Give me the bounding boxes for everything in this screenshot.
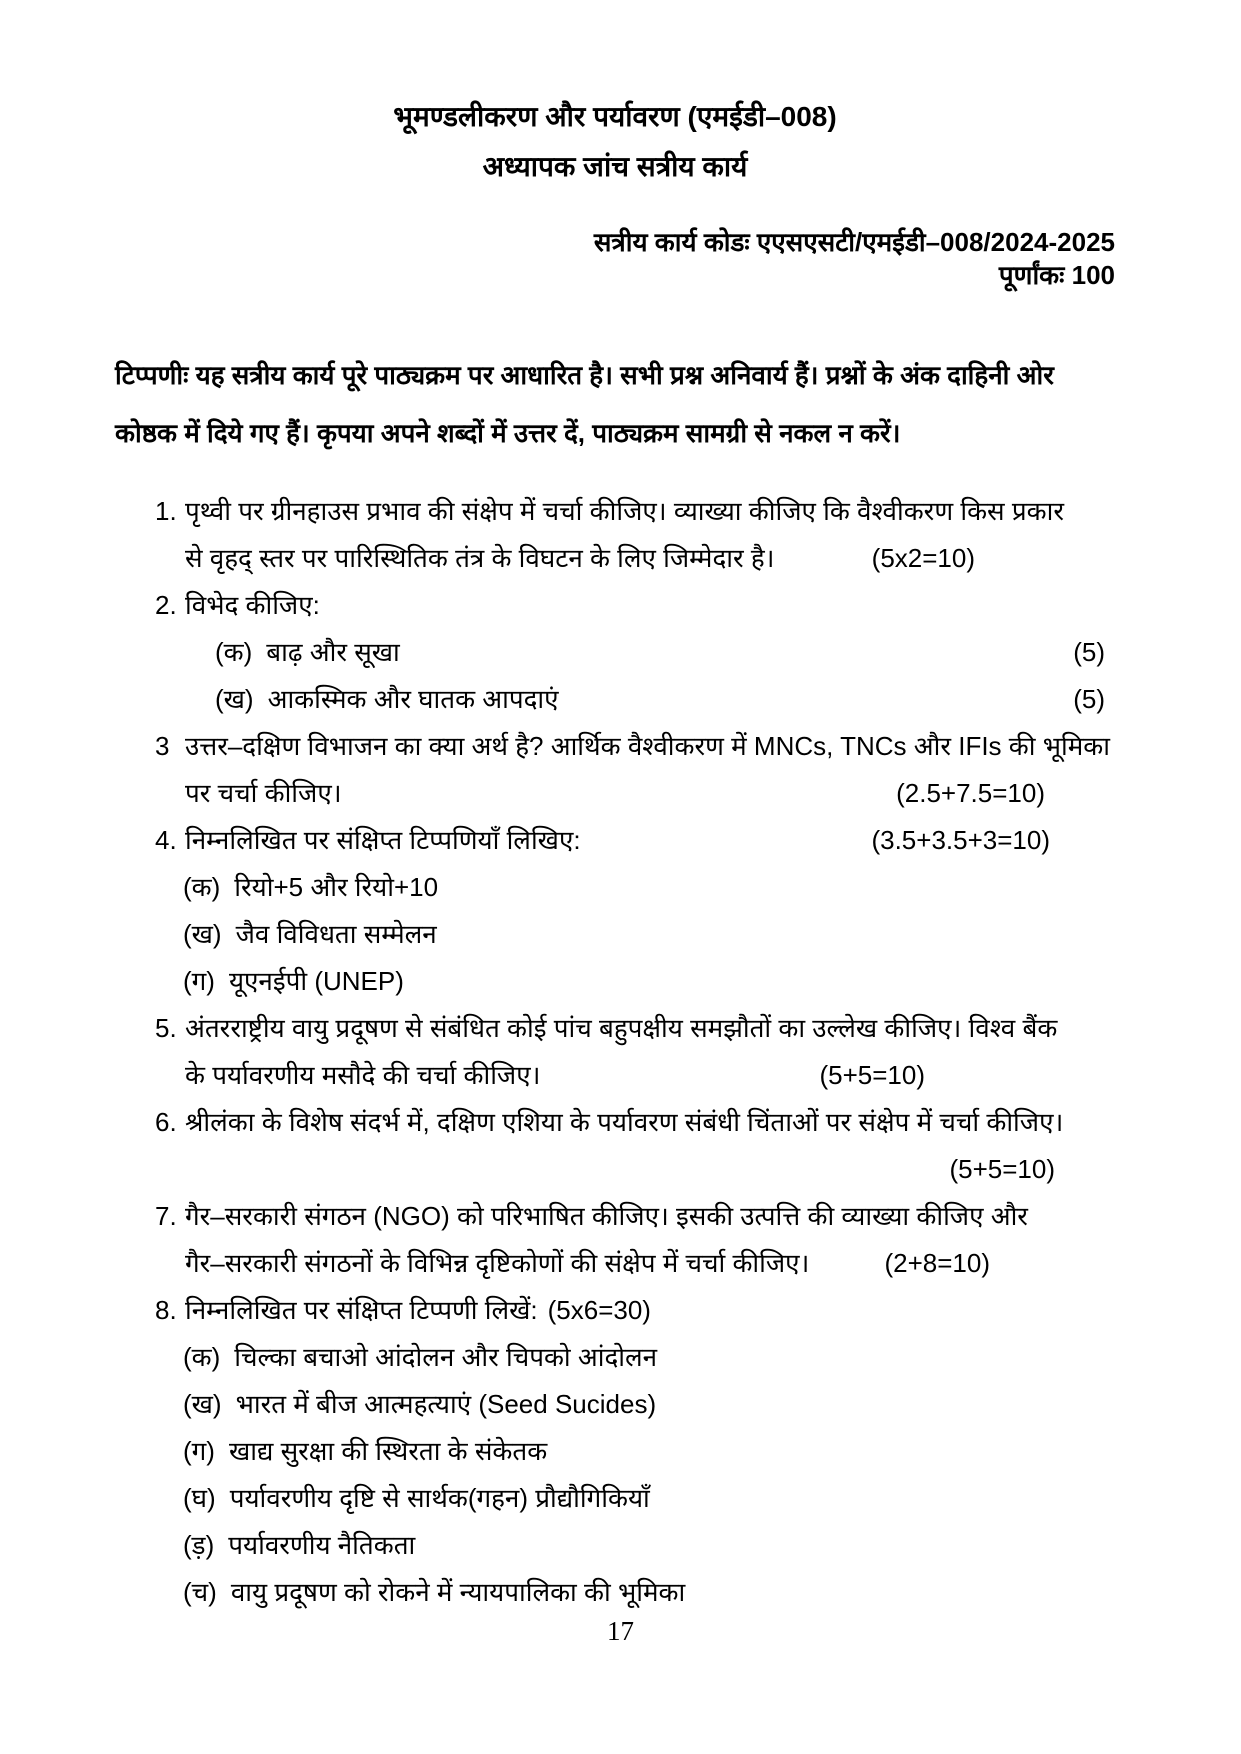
question-8-sub-b-text: भारत में बीज आत्महत्याएं (Seed Sucides) (235, 1389, 657, 1419)
question-5-line-2 (115, 1052, 1115, 1099)
question-8-line (115, 1287, 1115, 1334)
question-2-line (115, 582, 1115, 629)
question-4-number: 4. (155, 825, 177, 855)
question-5-line-1 (115, 1005, 1115, 1052)
max-marks: पूर्णांकः 100 (998, 260, 1115, 290)
question-3-text-2: पर चर्चा कीजिए। (185, 778, 342, 808)
question-4-sub-b-text: जैव विविधता सम्मेलन (235, 919, 437, 949)
question-8-sub-f (115, 1569, 1115, 1616)
question-8-sub-b-label: (ख) (183, 1389, 222, 1419)
question-8-number: 8. (155, 1295, 177, 1325)
assignment-code-block (115, 226, 1115, 292)
question-3-line-2 (115, 770, 1115, 817)
question-7-number: 7. (155, 1201, 177, 1231)
question-list (115, 488, 1115, 1616)
question-2-text: विभेद कीजिए: (185, 590, 320, 620)
question-5-marks: (5+5=10) (819, 1060, 925, 1090)
question-6-marks-line (115, 1146, 1115, 1193)
question-7-text-1: गैर–सरकारी संगठन (NGO) को परिभाषित कीजिए। इसकी उत्पत्ति की व्याख्या कीजिए और (185, 1201, 1028, 1231)
question-2-sub-b (115, 676, 1115, 723)
question-8-sub-b (115, 1381, 1115, 1428)
question-2-sub-b-text: आकस्मिक और घातक आपदाएं (267, 684, 559, 714)
question-2-sub-a-label: (क) (215, 637, 253, 667)
assignment-code: सत्रीय कार्य कोडः एएसएसटी/एमईडी–008/2024-2025 (593, 227, 1115, 257)
question-8-sub-e-label: (ड़) (183, 1530, 215, 1560)
note-line-1: टिप्पणीः यह सत्रीय कार्य पूरे पाठ्यक्रम पर आधारित है। सभी प्रश्न अनिवार्य हैं। प्रश्नों के अंक दाहिनी ओर (115, 360, 1054, 390)
question-1-text-1: पृथ्वी पर ग्रीनहाउस प्रभाव की संक्षेप में चर्चा कीजिए। व्याख्या कीजिए कि वैश्वीकरण किस प्रकार (185, 496, 1064, 526)
question-6-line-1 (115, 1099, 1115, 1146)
question-1-line-1 (115, 488, 1115, 535)
question-2-number: 2. (155, 590, 177, 620)
question-8-sub-e-text: पर्यावरणीय नैतिकता (228, 1530, 416, 1560)
question-4-marks: (3.5+3.5+3=10) (871, 825, 1050, 855)
question-2-sub-b-marks: (5) (1073, 684, 1105, 714)
question-7-line-1 (115, 1193, 1115, 1240)
question-4-text: निम्नलिखित पर संक्षिप्त टिप्पणियाँ लिखिए: (185, 825, 581, 855)
page-content (115, 0, 1115, 1616)
question-2-sub-a (115, 629, 1115, 676)
question-6-text-1: श्रीलंका के विशेष संदर्भ में, दक्षिण एशिया के पर्यावरण संबंधी चिंताओं पर संक्षेप में चर्चा कीजिए। (185, 1107, 1064, 1137)
question-8-sub-c (115, 1428, 1115, 1475)
question-4-sub-c-label: (ग) (183, 966, 215, 996)
question-5-text-2: के पर्यावरणीय मसौदे की चर्चा कीजिए। (185, 1060, 541, 1090)
question-8-sub-d (115, 1475, 1115, 1522)
question-3-marks: (2.5+7.5=10) (896, 778, 1045, 808)
question-4-sub-a-label: (क) (183, 872, 221, 902)
question-7-text-2: गैर–सरकारी संगठनों के विभिन्न दृष्टिकोणों की संक्षेप में चर्चा कीजिए। (185, 1248, 810, 1278)
question-4-sub-c (115, 958, 1115, 1005)
question-8-sub-e (115, 1522, 1115, 1569)
question-8-marks: (5x6=30) (547, 1295, 651, 1325)
question-4-line (115, 817, 1115, 864)
question-8-sub-a (115, 1334, 1115, 1381)
question-8-sub-d-label: (घ) (183, 1483, 216, 1513)
course-title: भूमण्डलीकरण और पर्यावरण (एमईडी–008) (393, 101, 837, 132)
question-3-number: 3 (155, 731, 170, 761)
question-8-sub-d-text: पर्यावरणीय दृष्टि से सार्थक(गहन) प्रौद्यौगिकियाँ (229, 1483, 650, 1513)
question-4-sub-c-text: यूएनईपी (UNEP) (228, 966, 404, 996)
question-8-sub-a-label: (क) (183, 1342, 221, 1372)
question-5-text-1: अंतरराष्ट्रीय वायु प्रदूषण से संबंधित कोई पांच बहुपक्षीय समझौतों का उल्लेख कीजिए। विश्व बैंक (185, 1013, 1058, 1043)
question-4-sub-a (115, 864, 1115, 911)
question-8-sub-a-text: चिल्का बचाओ आंदोलन और चिपको आंदोलन (234, 1342, 658, 1372)
question-6-number: 6. (155, 1107, 177, 1137)
question-2-sub-a-marks: (5) (1073, 637, 1105, 667)
question-1-number: 1. (155, 496, 177, 526)
note-line-2: कोष्ठक में दिये गए हैं। कृपया अपने शब्दों में उत्तर दें, पाठ्यक्रम सामग्री से नकल न करें। (115, 418, 901, 448)
question-3-text-1: उत्तर–दक्षिण विभाजन का क्या अर्थ है? आर्थिक वैश्वीकरण में MNCs, TNCs और IFIs की भूमिका (185, 731, 1110, 761)
question-4-sub-a-text: रियो+5 और रियो+10 (234, 872, 439, 902)
question-8-sub-c-text: खाद्य सुरक्षा की स्थिरता के संकेतक (228, 1436, 548, 1466)
question-7-line-2 (115, 1240, 1115, 1287)
question-3-line-1 (115, 723, 1115, 770)
question-1-line-2 (115, 535, 1115, 582)
note-block (115, 346, 1115, 462)
assignment-type-title: अध्यापक जांच सत्रीय कार्य (482, 151, 748, 182)
question-8-sub-f-text: वायु प्रदूषण को रोकने में न्यायपालिका की भूमिका (230, 1577, 686, 1607)
question-8-text: निम्नलिखित पर संक्षिप्त टिप्पणी लिखें: (185, 1295, 538, 1325)
question-1-text-2: से वृहद् स्तर पर पारिस्थितिक तंत्र के विघटन के लिए जिम्मेदार है। (185, 543, 775, 573)
question-6-marks: (5+5=10) (949, 1154, 1055, 1184)
question-5-number: 5. (155, 1013, 177, 1043)
question-2-sub-a-text: बाढ़ और सूखा (266, 637, 400, 667)
question-8-sub-f-label: (च) (183, 1577, 217, 1607)
question-2-sub-b-label: (ख) (215, 684, 254, 714)
question-8-sub-c-label: (ग) (183, 1436, 215, 1466)
question-7-marks: (2+8=10) (884, 1248, 990, 1278)
page-number: 17 (607, 1616, 634, 1646)
question-4-sub-b (115, 911, 1115, 958)
question-4-sub-b-label: (ख) (183, 919, 222, 949)
question-1-marks: (5x2=10) (871, 543, 975, 573)
